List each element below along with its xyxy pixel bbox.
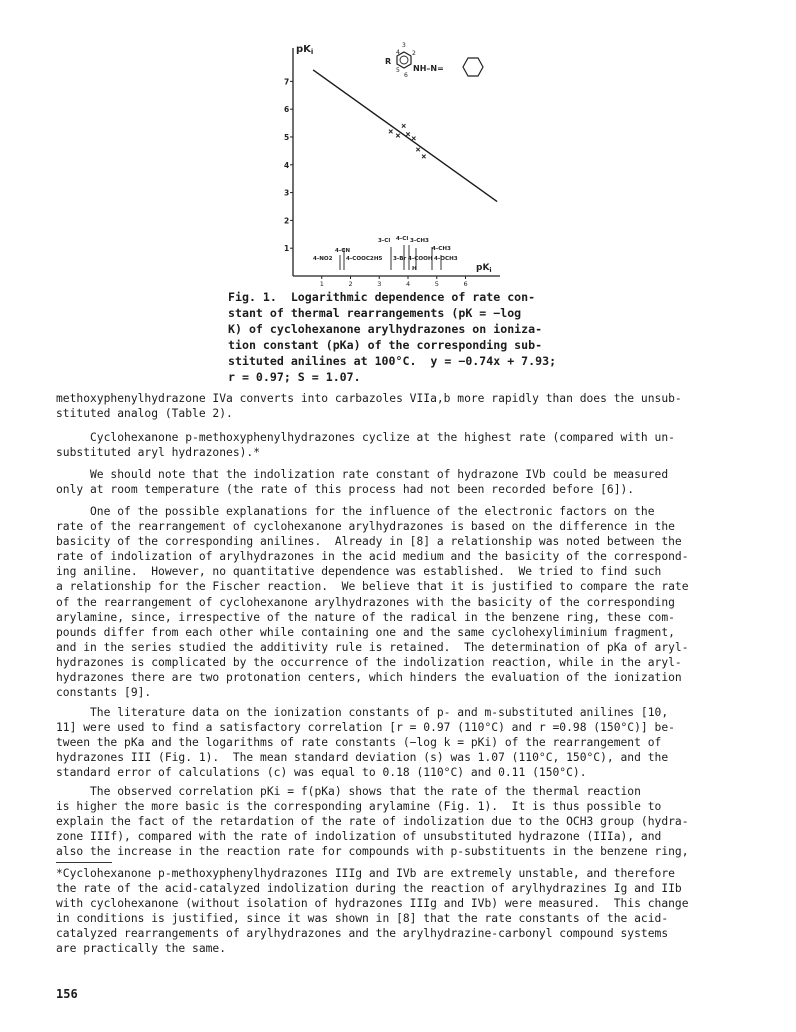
text-line: The observed correlation pKi = f(pKa) shows that the rate of the thermal reaction	[56, 785, 641, 798]
x-tick-label: 4	[406, 280, 411, 288]
caption-line: Fig. 1. Logarithmic dependence of rate con-	[228, 290, 536, 304]
label-4-cooc2h5: 4-COOC2H5	[346, 256, 383, 262]
aromatic-circle	[400, 56, 408, 64]
footnote-line: are practically the same.	[56, 942, 227, 956]
x-tick-label: 5	[434, 280, 439, 288]
figure-caption	[228, 289, 558, 386]
data-point	[412, 137, 416, 141]
footnote-line: with cyclohexanone (without isolation of hydrazones IIIg and IVb) were measured. This change	[56, 897, 689, 911]
regression-line-group	[313, 70, 497, 202]
data-point	[406, 132, 410, 136]
text-line: only at room temperature (the rate of this process had not been recorded before [6]).	[56, 483, 635, 497]
text-line: ing aniline. However, no quantitative dependence was established. We tried to find such	[56, 565, 662, 579]
caption-line: tion constant (pKa) of the corresponding sub-	[228, 338, 543, 353]
text-line: hydrazones is complicated by the occurrence of the indolization reaction, while in the aryl-	[56, 655, 682, 669]
text-line: zone IIIf), compared with the rate of indolization of unsubstituted hydrazone (IIIa), and	[56, 830, 662, 844]
label-h: H	[412, 266, 417, 272]
structure-r-label: R	[385, 57, 392, 66]
data-point	[416, 148, 420, 152]
footnote-line: the rate of the acid-catalyzed indolization during the reaction of arylhydrazines Ig and IIb	[56, 882, 682, 896]
y-tick-label: 3	[284, 188, 290, 198]
y-tick-label: 6	[284, 105, 290, 115]
x-axis-label: $pK_i$	[476, 263, 492, 274]
text-line: of the rearrangement of cyclohexanone arylhydrazones with the basicity of the corresponding	[56, 595, 675, 609]
text-line: arylamine, since, irrespective of the nature of the radical in the benzene ring, these com-	[56, 610, 675, 624]
label-4-cl: 4-Cl	[396, 236, 409, 242]
data-point	[422, 155, 426, 159]
figure-1-chart	[0, 0, 796, 300]
footnote-line: catalyzed rearrangements of arylhydrazones and the arylhydrazine-carbonyl compound systems	[56, 927, 669, 941]
paragraph-6	[56, 784, 746, 859]
cyclohexane-ring	[463, 58, 483, 76]
label-4-och3: 4-OCH3	[434, 256, 458, 262]
text-line: explain the fact of the retardation of the rate of indolization due to the OCH3 group (hydra-	[56, 815, 689, 829]
label-3-ch3: 3-CH3	[410, 238, 429, 244]
text-line: substituted aryl hydrazones).*	[56, 446, 261, 460]
footnote-divider	[56, 862, 112, 863]
text-line: stituted analog (Table 2).	[56, 407, 233, 421]
text-line: rate of the rearrangement of cyclohexanone arylhydrazones is based on the difference in the	[56, 520, 675, 534]
substituent-labels	[313, 236, 458, 272]
caption-line: stant of thermal rearrangements (pK = −log	[228, 306, 522, 321]
caption-line: K) of cyclohexanone arylhydrazones on ioniza-	[228, 322, 543, 337]
paragraph-5	[56, 705, 746, 780]
y-axis-label: $pK_i$	[296, 44, 314, 56]
x-tick-label: 3	[377, 280, 382, 288]
ring-number-3: 3	[402, 42, 406, 49]
footnote	[56, 866, 689, 957]
paragraph-4	[56, 504, 746, 700]
text-line: methoxyphenylhydrazone IVa converts into carbazoles VIIa,b more rapidly than does the unsub-	[56, 392, 682, 405]
ring-number-4: 4	[396, 49, 400, 56]
y-tick-label: 4	[284, 160, 290, 170]
text-line: a relationship for the Fischer reaction. We believe that it is justified to compare the rate	[56, 580, 689, 594]
y-tick-label: 2	[284, 216, 290, 226]
paragraph-1	[56, 391, 746, 421]
label-4-cn: 4-CN	[335, 248, 351, 254]
label-3-cl: 3-Cl	[378, 238, 391, 244]
text-line: 11] were used to find a satisfactory correlation [r = 0.97 (110°C) and r =0.98 (150°C)] be-	[56, 721, 675, 735]
label-4-no2: 4-NO2	[313, 256, 333, 262]
data-point	[396, 134, 400, 138]
text-line: We should note that the indolization rate constant of hydrazone IVb could be measured	[56, 468, 669, 481]
x-ticks	[320, 276, 468, 288]
page-number: 156	[56, 987, 78, 1001]
text-line: hydrazones there are two protonation centers, which hinders the evaluation of the ionization	[56, 671, 682, 685]
text-line: rate of indolization of arylhydrazones in the acid medium and the basicity of the correspond-	[56, 550, 689, 564]
ring-number-5: 5	[396, 67, 400, 74]
paragraph-3	[56, 467, 746, 497]
data-point	[389, 130, 393, 134]
x-tick-label: 1	[319, 280, 324, 288]
text-line: tween the pKa and the logarithms of rate constants (−log k = pKi) of the rearrangement of	[56, 736, 662, 750]
text-line: hydrazones III (Fig. 1). The mean standard deviation (s) was 1.07 (110°C, 150°C), and the	[56, 751, 669, 765]
text-line: standard error of calculations (c) was equal to 0.18 (110°C) and 0.11 (150°C).	[56, 766, 587, 780]
caption-line: r = 0.97; S = 1.07.	[228, 370, 361, 385]
text-line: constants [9].	[56, 686, 152, 700]
ring-number-2: 2	[412, 50, 416, 57]
hydrazone-link-label: NH–N=	[413, 64, 444, 73]
y-tick-label: 5	[284, 132, 290, 142]
label-3-br: 3-Br	[393, 256, 407, 262]
paragraph-2	[56, 430, 746, 460]
footnote-line: *Cyclohexanone p-methoxyphenylhydrazones IIIg and IVb are extremely unstable, and therefore	[56, 867, 675, 880]
y-ticks	[284, 77, 293, 253]
arylhydrazone-structure	[385, 42, 483, 79]
text-line: One of the possible explanations for the influence of the electronic factors on the	[56, 505, 655, 518]
label-4-ch3: 4-CH3	[432, 246, 451, 252]
text-line: The literature data on the ionization constants of p- and m-substituted anilines [10,	[56, 706, 669, 719]
footnote-line: in conditions is justified, since it was shown in [8] that the rate constants of the acid-	[56, 912, 669, 926]
text-line: also the increase in the reaction rate for compounds with p-substituents in the benzene ring,	[56, 845, 689, 859]
x-tick-label: 2	[348, 280, 353, 288]
label-4-cooh: 4-COOH	[408, 256, 433, 262]
x-tick-label: 6	[463, 280, 468, 288]
text-line: and in the series studied the additivity rule is retained. The determination of pKa of aryl-	[56, 640, 689, 654]
caption-line: stituted anilines at 100°C. y = −0.74x + 7.93;	[228, 354, 557, 369]
text-line: is higher the more basic is the corresponding arylamine (Fig. 1). It is thus possible to	[56, 800, 662, 814]
y-tick-label: 7	[284, 77, 290, 87]
data-points	[389, 124, 426, 158]
ring-number-6: 6	[404, 72, 408, 79]
text-line: Cyclohexanone p-methoxyphenylhydrazones cyclize at the highest rate (compared with un-	[56, 431, 675, 444]
y-tick-label: 1	[284, 244, 290, 254]
regression-line	[313, 70, 497, 202]
text-line: pounds differ from each other while containing one and the same cyclohexyliminium fragment,	[56, 625, 675, 639]
text-line: basicity of the corresponding anilines. Already in [8] a relationship was noted between the	[56, 535, 682, 549]
data-point	[402, 124, 406, 128]
